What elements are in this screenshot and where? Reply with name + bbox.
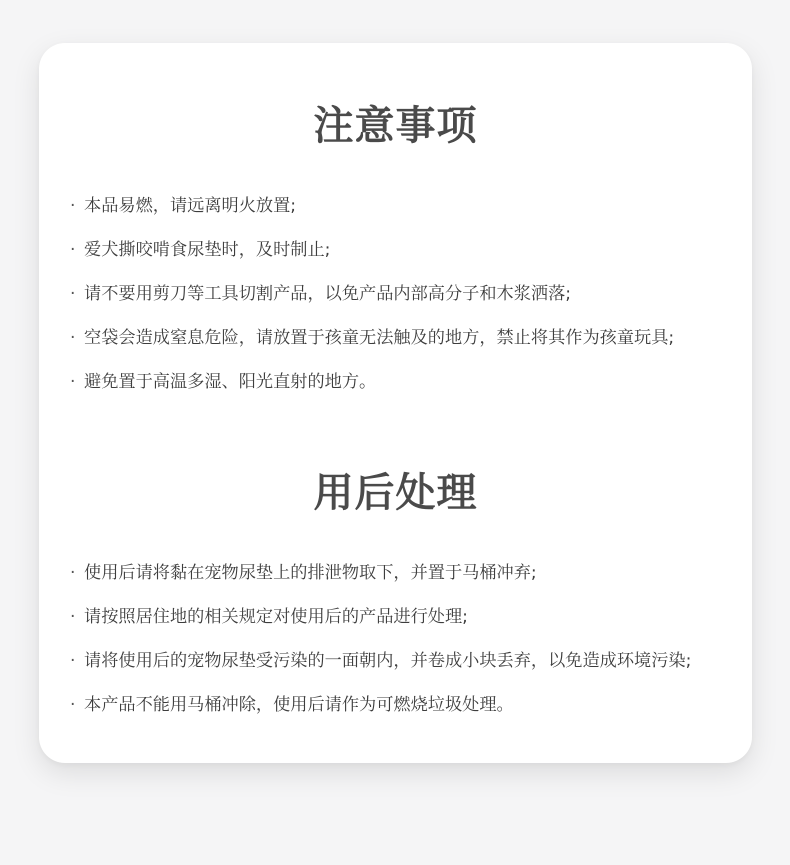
list-item-text: 请将使用后的宠物尿垫受污染的一面朝内，并卷成小块丢弃，以免造成环境污染; <box>84 651 692 671</box>
list-item-text: 使用后请将黏在宠物尿垫上的排泄物取下，并置于马桶冲弃; <box>84 563 537 583</box>
list-item <box>70 693 742 737</box>
list-item-text: 本品易燃，请远离明火放置; <box>84 196 297 216</box>
list-item-text: 爱犬撕咬啃食尿垫时，及时制止; <box>84 240 331 260</box>
precautions-list <box>70 194 742 414</box>
list-item <box>70 194 742 238</box>
list-item <box>70 370 742 414</box>
bullet-icon: · <box>70 563 76 583</box>
list-item <box>70 282 742 326</box>
section-title-precautions: 注意事项 <box>313 103 478 149</box>
list-item <box>70 326 742 370</box>
list-item-text: 请按照居住地的相关规定对使用后的产品进行处理; <box>84 607 468 627</box>
list-item-text: 请不要用剪刀等工具切割产品，以免产品内部高分子和木浆洒落; <box>84 284 572 304</box>
list-item <box>70 605 742 649</box>
bullet-icon: · <box>70 196 76 216</box>
bullet-icon: · <box>70 695 76 715</box>
list-item <box>70 649 742 693</box>
list-item <box>70 561 742 605</box>
list-item-text: 本产品不能用马桶冲除，使用后请作为可燃烧垃圾处理。 <box>84 695 514 715</box>
bullet-icon: · <box>70 240 76 260</box>
bullet-icon: · <box>70 372 76 392</box>
bullet-icon: · <box>70 284 76 304</box>
bullet-icon: · <box>70 328 76 348</box>
list-item <box>70 238 742 282</box>
list-item-text: 空袋会造成窒息危险，请放置于孩童无法触及的地方，禁止将其作为孩童玩具; <box>84 328 675 348</box>
section-title-disposal: 用后处理 <box>313 470 478 516</box>
bullet-icon: · <box>70 607 76 627</box>
list-item-text: 避免置于高温多湿、阳光直射的地方。 <box>84 372 377 392</box>
info-card <box>39 43 752 763</box>
bullet-icon: · <box>70 651 76 671</box>
disposal-list <box>70 561 742 737</box>
